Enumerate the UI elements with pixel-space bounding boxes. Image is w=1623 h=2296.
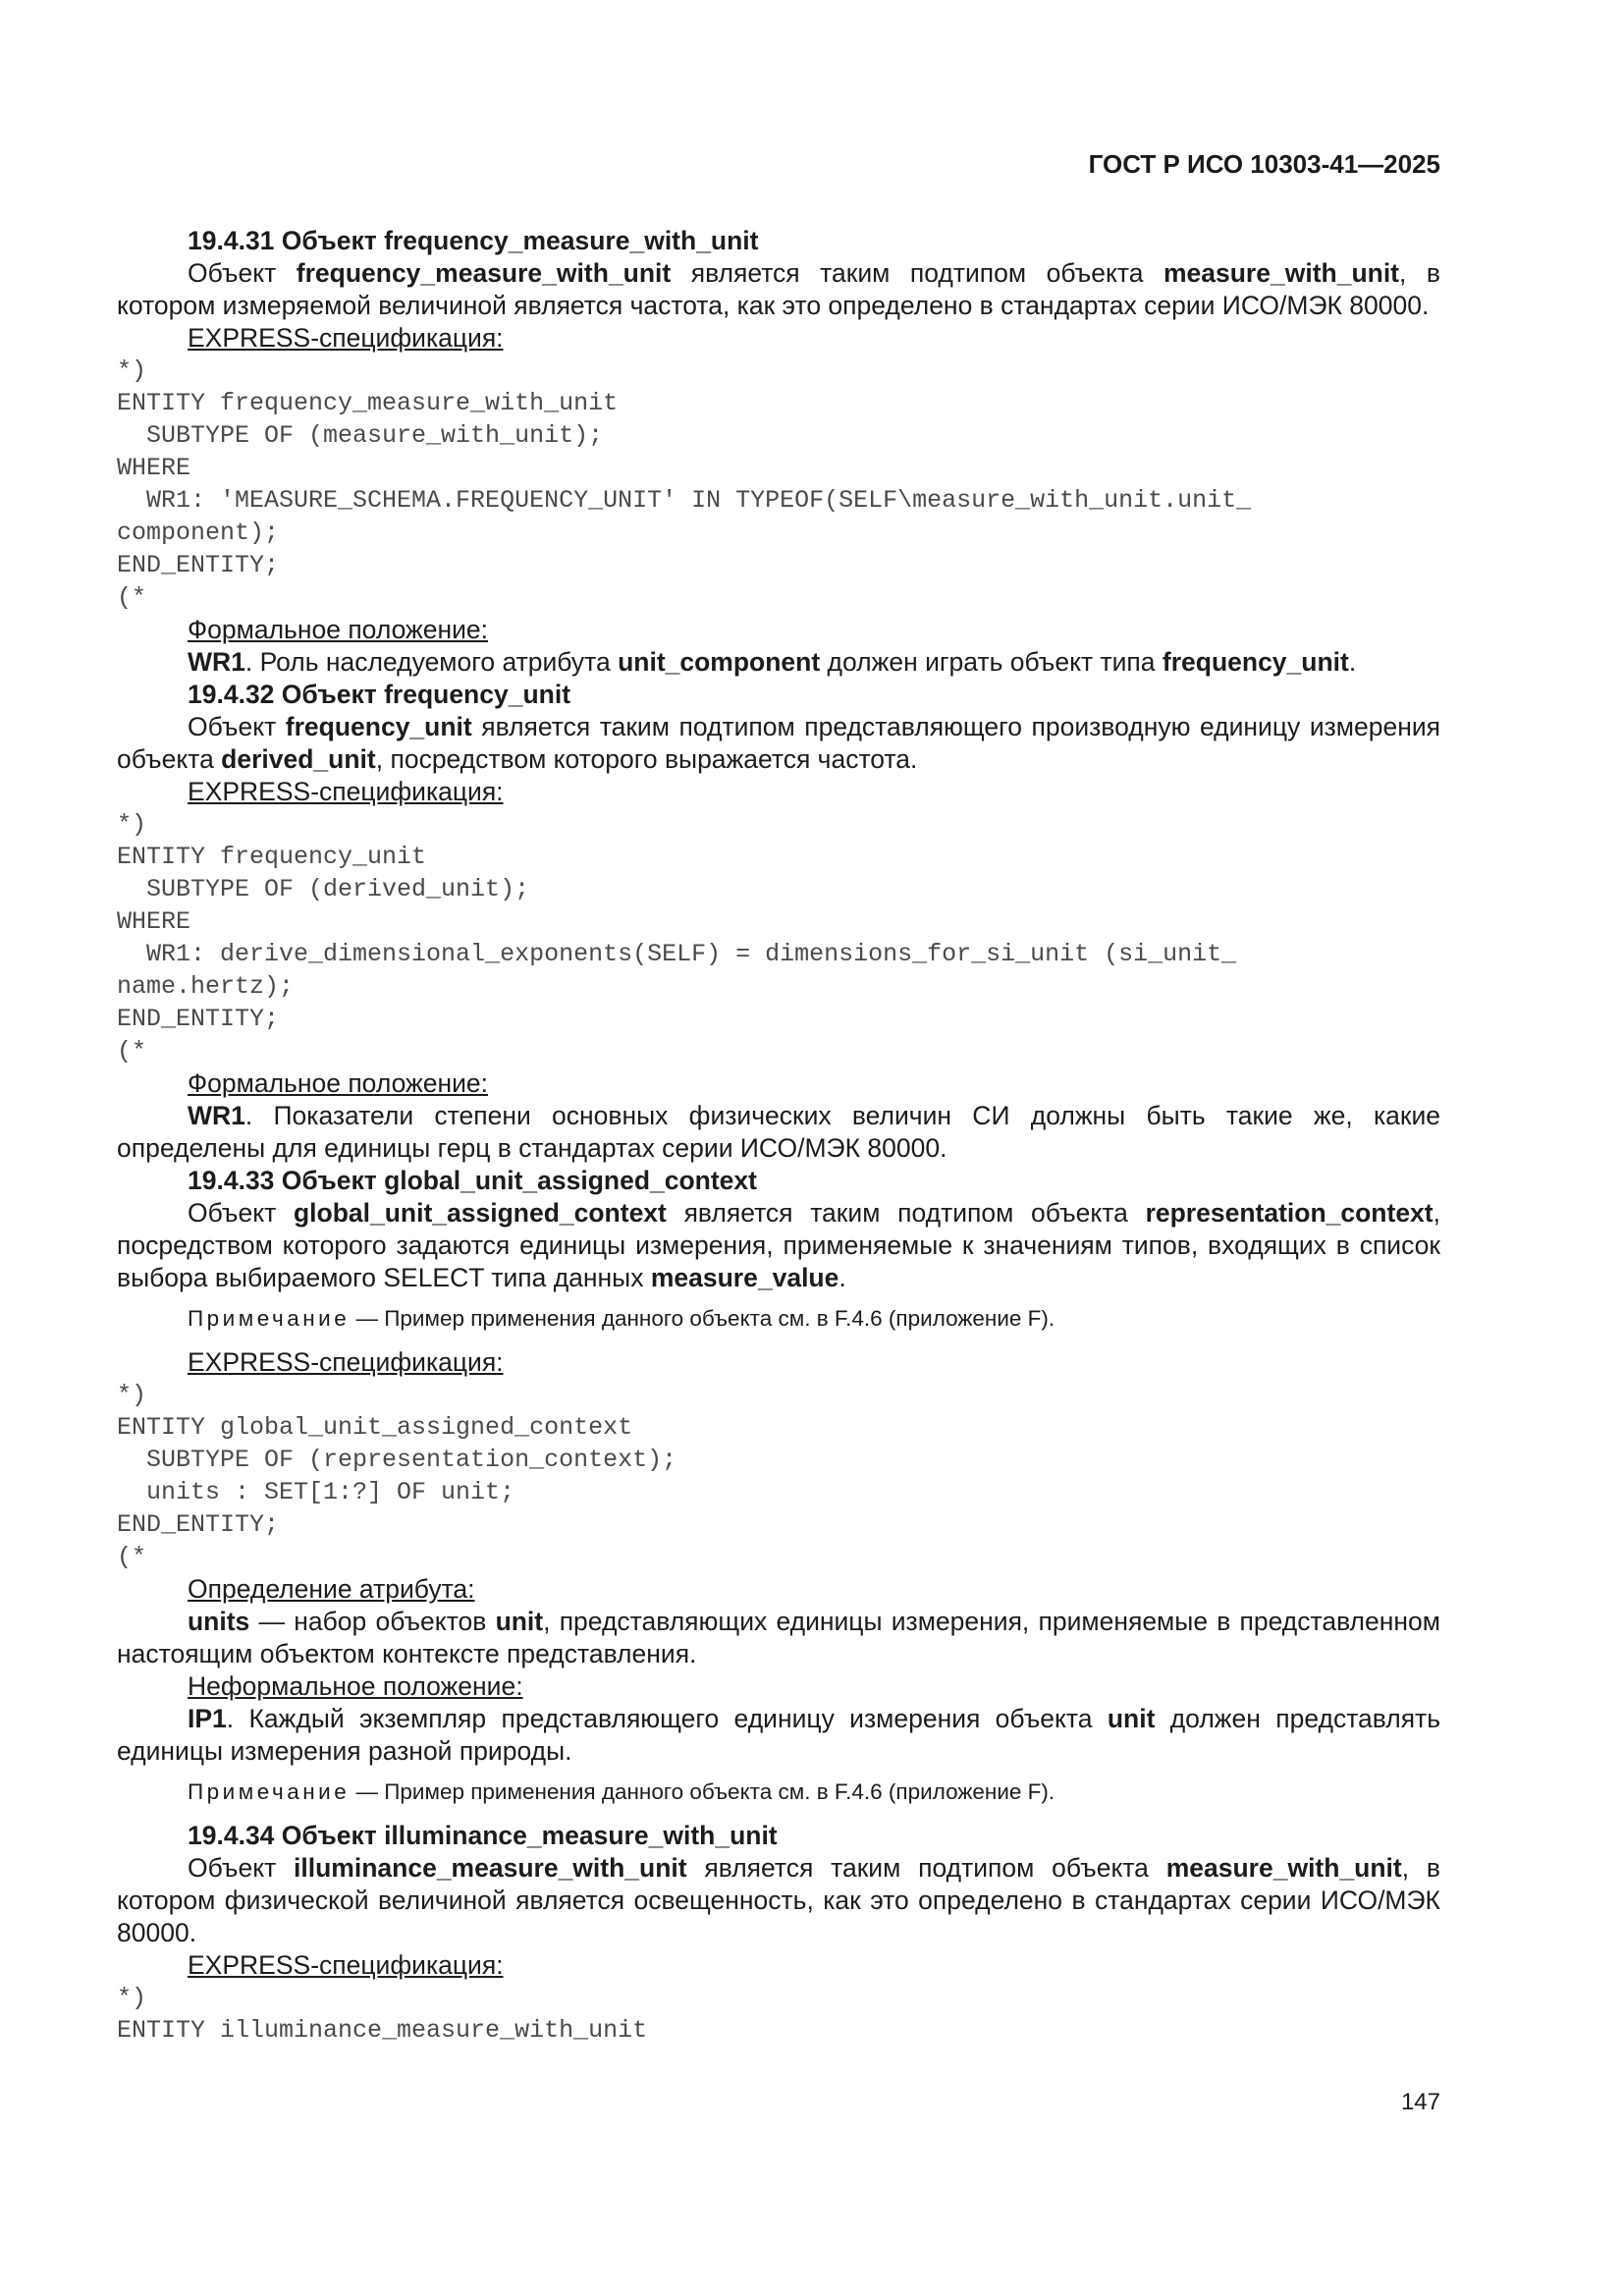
note [117, 1776, 1440, 1808]
express-label: EXPRESS-спецификация: [188, 323, 504, 353]
express-code-block: *) ENTITY illuminance_measure_with_unit [117, 1984, 648, 2045]
note-label: Примечание [188, 1779, 351, 1804]
informal-label: Неформальное положение: [188, 1671, 523, 1701]
express-code-block: *) ENTITY global_unit_assigned_context SUBTYPE OF (representation_context); units : SET[1:?] OF unit; END_ENTITY; (* [117, 1381, 677, 1571]
express-code-block: *) ENTITY frequency_unit SUBTYPE OF (derived_unit); WHERE WR1: derive_dimensional_exponents(SELF) = dimensions_for_si_unit (si_unit_ name.hertz); END_ENTITY; (* [117, 810, 1237, 1066]
express-label: EXPRESS-спецификация: [188, 1950, 504, 1980]
section-heading-19-4-34: 19.4.34 Объект illuminance_measure_with_unit [188, 1821, 778, 1850]
page-number: 147 [1400, 2089, 1440, 2115]
section-heading-19-4-32: 19.4.32 Объект frequency_unit [188, 680, 571, 709]
section-heading-19-4-31: 19.4.31 Объект frequency_measure_with_unit [188, 226, 759, 255]
express-label: EXPRESS-спецификация: [188, 1347, 504, 1377]
section-description: Объект illuminance_measure_with_unit является таким подтипом объекта measure_with_unit, в котором физической величиной является освещенность, как это определено в стандартах серии ИСО/МЭК 80000. [117, 1853, 1440, 1947]
note-label: Примечание [188, 1306, 351, 1331]
attribute-definition: units — набор объектов unit, представляющих единицы измерения, применяемые в представленном настоящим объектом контексте представления. [117, 1607, 1440, 1668]
document-header: ГОСТ Р ИСО 10303-41—2025 [1088, 149, 1440, 179]
attribute-definition-label: Определение атрибута: [188, 1574, 475, 1604]
section-description: Объект frequency_unit является таким подтипом представляющего производную единицу измерения объекта derived_unit, посредством которого выражается частота. [117, 712, 1440, 774]
express-code-block: *) ENTITY frequency_measure_with_unit SUBTYPE OF (measure_with_unit); WHERE WR1: 'MEASURE_SCHEMA.FREQUENCY_UNIT' IN TYPEOF(SELF\measure_with_unit.unit_ component); END_ENTITY; (* [117, 356, 1252, 612]
note [117, 1302, 1440, 1335]
formal-label: Формальное положение: [188, 615, 489, 644]
note-text: — Пример применения данного объекта см. в F.4.6 (приложение F). [350, 1306, 1055, 1331]
rule-text: WR1. Роль наследуемого атрибута unit_component должен играть объект типа frequency_unit. [188, 647, 1357, 677]
page-content [117, 225, 1440, 2047]
note-text: — Пример применения данного объекта см. в F.4.6 (приложение F). [350, 1779, 1055, 1804]
section-description: Объект frequency_measure_with_unit является таким подтипом объекта measure_with_unit, в котором измеряемой величиной является частота, как это определено в стандартах серии ИСО/МЭК 80000. [117, 258, 1440, 320]
informal-rule-text: IP1. Каждый экземпляр представляющего единицу измерения объекта unit должен представлять единицы измерения разной природы. [117, 1704, 1440, 1766]
section-heading-19-4-33: 19.4.33 Объект global_unit_assigned_context [188, 1166, 757, 1195]
section-description: Объект global_unit_assigned_context является таким подтипом объекта representation_context, посредством которого задаются единицы измерения, применяемые к значениям типов, входящих в список выбора выбираемого SELECT типа данных measure_value. [117, 1198, 1440, 1292]
express-label: EXPRESS-спецификация: [188, 777, 504, 806]
rule-text: WR1. Показатели степени основных физических величин СИ должны быть такие же, какие определены для единицы герц в стандартах серии ИСО/МЭК 80000. [117, 1101, 1440, 1163]
formal-label: Формальное положение: [188, 1068, 489, 1098]
